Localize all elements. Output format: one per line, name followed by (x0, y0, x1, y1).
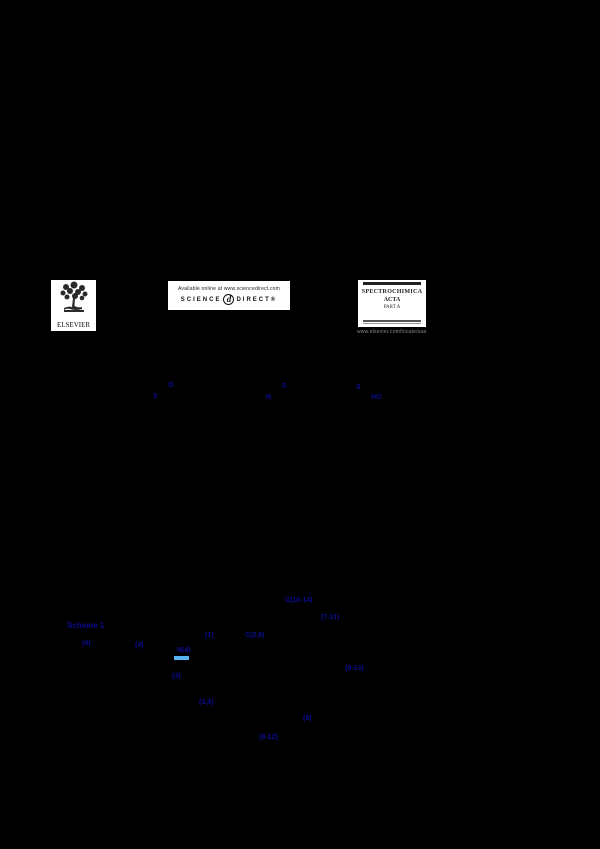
atom-label: C(10-14) (285, 597, 313, 604)
structure3-bottom-atom-label: HO (371, 394, 382, 401)
elsevier-tree-icon (56, 280, 92, 321)
journal-website-url: www.elsevier.com/locate/saa (357, 329, 427, 335)
journal-title-line1: SPECTROCHIMICA (361, 289, 423, 295)
atom-label: (8-12) (259, 734, 278, 741)
atom-label: (3,4) (199, 699, 214, 706)
atom-label: (8) (303, 715, 312, 722)
journal-cover-rule (363, 282, 421, 285)
atom-label: (7-11) (321, 614, 340, 621)
elsevier-logo (51, 280, 96, 331)
science-wordmark: SCIENCE (180, 296, 222, 303)
journal-title-line2: ACTA (383, 297, 401, 303)
atom-label: (9-13) (345, 665, 364, 672)
atom-label: N(4) (177, 647, 191, 654)
atom-label: (1) (205, 632, 214, 639)
atom-label: C(2,6) (245, 632, 265, 639)
structure2-top-atom-label: S (282, 383, 287, 390)
scheme-title: Scheme 1 (67, 621, 105, 630)
atom-label: (4) (135, 642, 144, 649)
elsevier-wordmark: ELSEVIER (56, 321, 91, 329)
structure1-top-atom-label: O (168, 382, 174, 389)
journal-cover-rule-bottom (363, 320, 421, 324)
atom-label: (4) (82, 640, 91, 647)
highlight-bar (174, 656, 189, 660)
available-online-text: Available online at www.sciencedirect.com (177, 286, 281, 292)
journal-title-line3: PART A (383, 305, 401, 310)
journal-cover-thumbnail (358, 280, 426, 327)
sciencedirect-d-icon: d (223, 294, 234, 305)
sciencedirect-logo (181, 294, 277, 305)
structure3-top-atom-label: S (356, 384, 361, 391)
atom-label: (3) (172, 673, 181, 680)
direct-wordmark: DIRECT® (236, 296, 278, 303)
structure1-bottom-atom-label: S (153, 393, 158, 400)
sciencedirect-banner (168, 281, 290, 310)
structure2-bottom-atom-label: N (266, 394, 272, 401)
